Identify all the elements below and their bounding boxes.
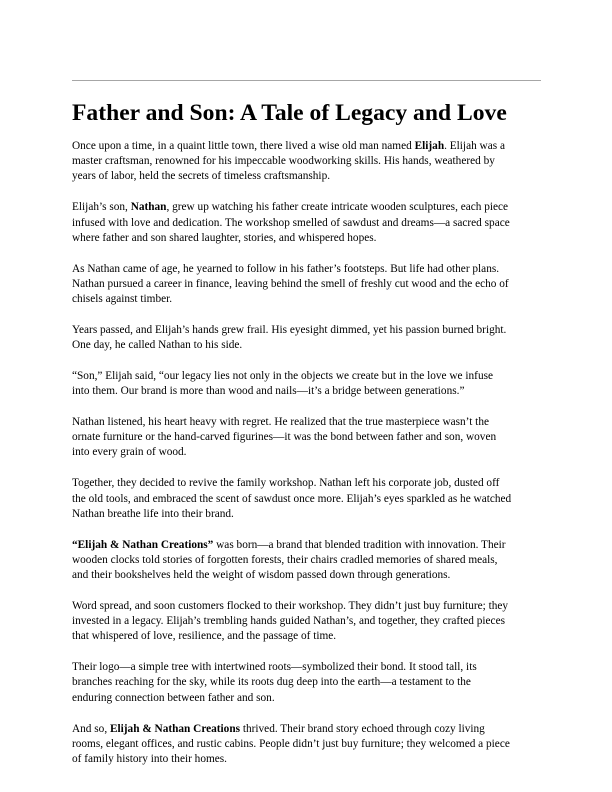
bold-name-text: Elijah & Nathan Creations [109,722,241,735]
paragraph-line [72,476,541,491]
line-text: infused with love and dedication. The workshop smelled of sawdust and dreams—a sacred space [72,216,510,229]
paragraph-line [72,568,541,583]
line-text: and their bookshelves held the weight of wisdom passed down through generations. [72,569,451,582]
paragraph-line [72,492,541,507]
paragraph-line [72,277,541,292]
line-text: invested in a legacy. Elijah’s trembling hands guided Nathan’s, and together, they crafted pieces [72,615,505,628]
paragraph-line [72,737,541,752]
line-text: wooden clocks told stories of forgotten forests, their chairs cradled memories of shared meals, [72,553,498,566]
story-paragraph [72,369,541,399]
line-text: Together, they decided to revive the family workshop. Nathan left his corporate job, dusted off [72,477,500,490]
paragraph-line [72,660,541,675]
line-text: rooms, elegant offices, and rustic cabins. People didn’t just buy furniture; they welcomed a piece [72,737,510,750]
line-text: Elijah’s son, [72,201,131,214]
line-text: Their logo—a simple tree with intertwined roots—symbolized their bond. It stood tall, its [72,661,477,674]
line-text: master craftsman, renowned for his impeccable woodworking skills. His hands, weathered by [72,155,495,168]
paragraph-line [72,231,541,246]
line-text: chisels against timber. [72,293,173,305]
paragraph-line [72,369,541,384]
story-paragraph [72,415,541,461]
story-paragraph [72,476,541,522]
line-text: Once upon a time, in a quaint little town, there lived a wise old man named [72,140,415,152]
paragraph-line [72,538,541,553]
story-paragraph [72,262,541,308]
line-text: branches reaching for the sky, while its roots dug deep into the earth—a testament to the [72,676,471,689]
paragraph-line [72,323,541,338]
bold-name-text: Nathan [130,201,167,214]
paragraph-line [72,599,541,614]
paragraph-line [72,722,541,737]
paragraph-line [72,445,541,460]
header-rule [72,80,541,81]
line-text: Years passed, and Elijah’s hands grew frail. His eyesight dimmed, yet his passion burned bright. [72,323,507,336]
paragraph-line [72,169,541,184]
line-text: Nathan listened, his heart heavy with regret. He realized that the true masterpiece wasn’t the [72,416,489,429]
line-text: . Elijah was a [444,140,505,152]
line-text: thrived. Their brand story echoed through cozy living [240,722,485,735]
paragraph-line [72,675,541,690]
line-text: years of labor, held the secrets of timeless craftsmanship. [72,170,331,183]
paragraph-line [72,614,541,629]
paragraph-line [72,154,541,169]
story-paragraph [72,722,541,768]
line-text: ornate furniture or the hand-carved figurines—it was the bond between father and son, woven [72,431,497,444]
bold-name-text: “Elijah & Nathan Creations” [72,538,214,551]
line-text: into every grain of wood. [72,446,187,459]
line-text: into them. Our brand is more than wood and nails—it’s a bridge between generations.” [72,385,465,398]
paragraph-line [72,752,541,767]
story-paragraph [72,599,541,645]
line-text: Word spread, and soon customers flocked to their workshop. They didn’t just buy furniture; they [72,599,509,612]
story-paragraph [72,538,541,584]
line-text: Nathan breathe life into their brand. [72,507,234,520]
paragraph-line [72,292,541,307]
paragraph-line [72,262,541,277]
story-paragraph [72,139,541,185]
paragraph-line [72,553,541,568]
paragraph-line [72,507,541,522]
line-text: was born—a brand that blended tradition with innovation. Their [213,538,506,551]
paragraph-line [72,415,541,430]
line-text: , grew up watching his father create intricate wooden sculptures, each piece [166,201,509,214]
paragraph-line [72,629,541,644]
line-text: that whispered of love, resilience, and the passage of time. [72,630,337,643]
line-text: “Son,” Elijah said, “our legacy lies not only in the objects we create but in the love we infuse [72,369,493,382]
line-text: And so, [72,722,110,735]
page-title: Father and Son: A Tale of Legacy and Love [72,100,507,126]
line-text: where father and son shared laughter, stories, and whispered hopes. [72,231,377,244]
story-paragraph [72,323,541,353]
story-paragraph [72,200,541,246]
paragraph-line [72,338,541,353]
story-body [72,139,541,783]
story-paragraph [72,660,541,706]
line-text: the old tools, and embraced the scent of sawdust once more. Elijah’s eyes sparkled as he watched [72,492,512,505]
line-text: As Nathan came of age, he yearned to follow in his father’s footsteps. But life had other plans. [72,262,500,275]
paragraph-line [72,216,541,231]
line-text: One day, he called Nathan to his side. [72,339,243,352]
paragraph-line [72,691,541,706]
line-text: enduring connection between father and son. [72,691,275,704]
bold-name-text: Elijah [414,140,445,152]
line-text: of family history into their homes. [72,752,227,765]
paragraph-line [72,200,541,215]
paragraph-line [72,384,541,399]
line-text: Nathan pursued a career in finance, leaving behind the smell of freshly cut wood and the echo of [72,277,509,290]
paragraph-line [72,430,541,445]
paragraph-line [72,139,541,154]
